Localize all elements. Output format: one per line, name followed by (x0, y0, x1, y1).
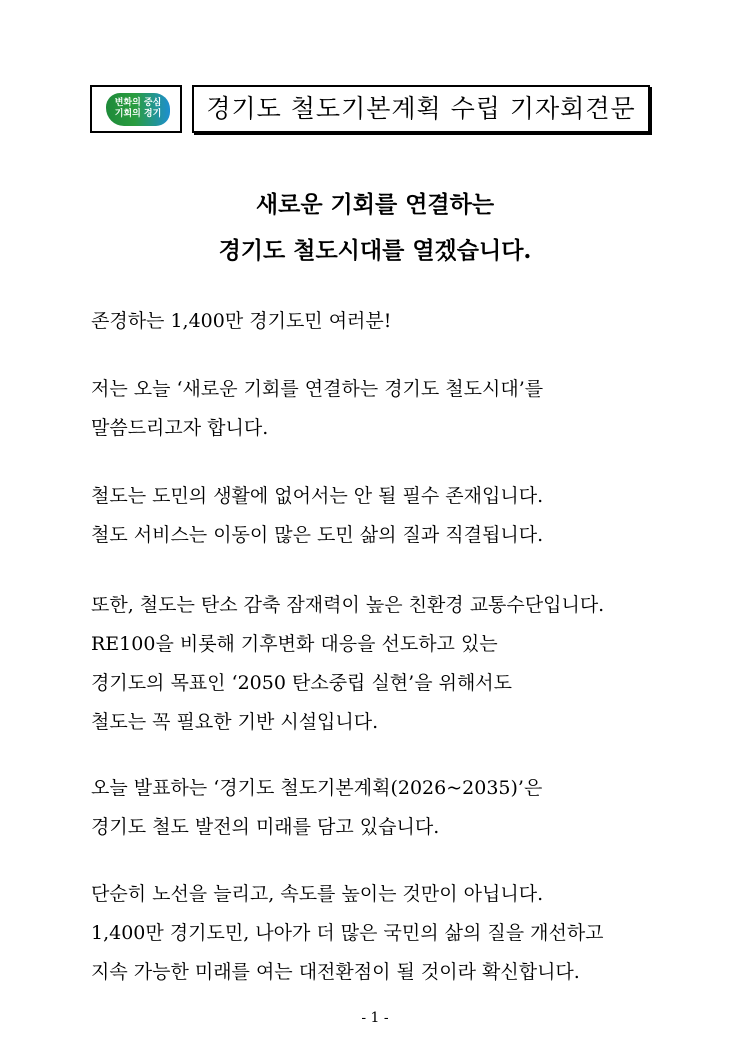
text-line: 철도는 꼭 필요한 기반 시설입니다. (91, 711, 379, 733)
paragraph-vision (91, 875, 681, 992)
text-line: 경기도의 목표인 ‘2050 탄소중립 실현’을 위해서도 (91, 672, 513, 694)
paragraph-master-plan (91, 769, 681, 847)
text-line: 말씀드리고자 합니다. (91, 417, 269, 439)
logo-text-line2: 기회의 경기 (114, 109, 162, 119)
text-line: RE100을 비롯해 기후변화 대응을 선도하고 있는 (91, 633, 498, 655)
logo-text-line1: 변화의 중심 (114, 98, 162, 108)
paragraph-greeting (91, 302, 681, 341)
text-line: 1,400만 경기도민, 나아가 더 많은 국민의 삶의 질을 개선하고 (91, 922, 604, 944)
header (90, 85, 650, 133)
text-line: 저는 오늘 ‘새로운 기회를 연결하는 경기도 철도시대’를 (91, 378, 544, 400)
text-line: 오늘 발표하는 ‘경기도 철도기본계획(2026~2035)’은 (91, 777, 543, 799)
text-line: 지속 가능한 미래를 여는 대전환점이 될 것이라 확신합니다. (91, 961, 580, 983)
text-line: 단순히 노선을 늘리고, 속도를 높이는 것만이 아닙니다. (91, 883, 544, 905)
headline-line-1: 새로운 기회를 연결하는 (255, 191, 495, 218)
text-line: 존경하는 1,400만 경기도민 여러분! (91, 310, 392, 332)
logo-box (90, 85, 182, 133)
text-line: 철도 서비스는 이동이 많은 도민 삶의 질과 직결됩니다. (91, 524, 544, 546)
text-line: 경기도 철도 발전의 미래를 담고 있습니다. (91, 816, 440, 838)
headline-line-2: 경기도 철도시대를 열겠습니다. (218, 237, 532, 264)
paragraph-intro (91, 370, 681, 448)
text-line: 철도는 도민의 생활에 없어서는 안 될 필수 존재입니다. (91, 485, 544, 507)
gyeonggi-logo (106, 93, 170, 126)
paragraph-eco-transport (91, 586, 681, 742)
text-line: 또한, 철도는 탄소 감축 잠재력이 높은 친환경 교통수단입니다. (91, 594, 605, 616)
page-number: - 1 - (361, 1010, 389, 1026)
document-title: 경기도 철도기본계획 수립 기자회견문 (192, 85, 650, 133)
paragraph-railway-essential (91, 477, 681, 555)
